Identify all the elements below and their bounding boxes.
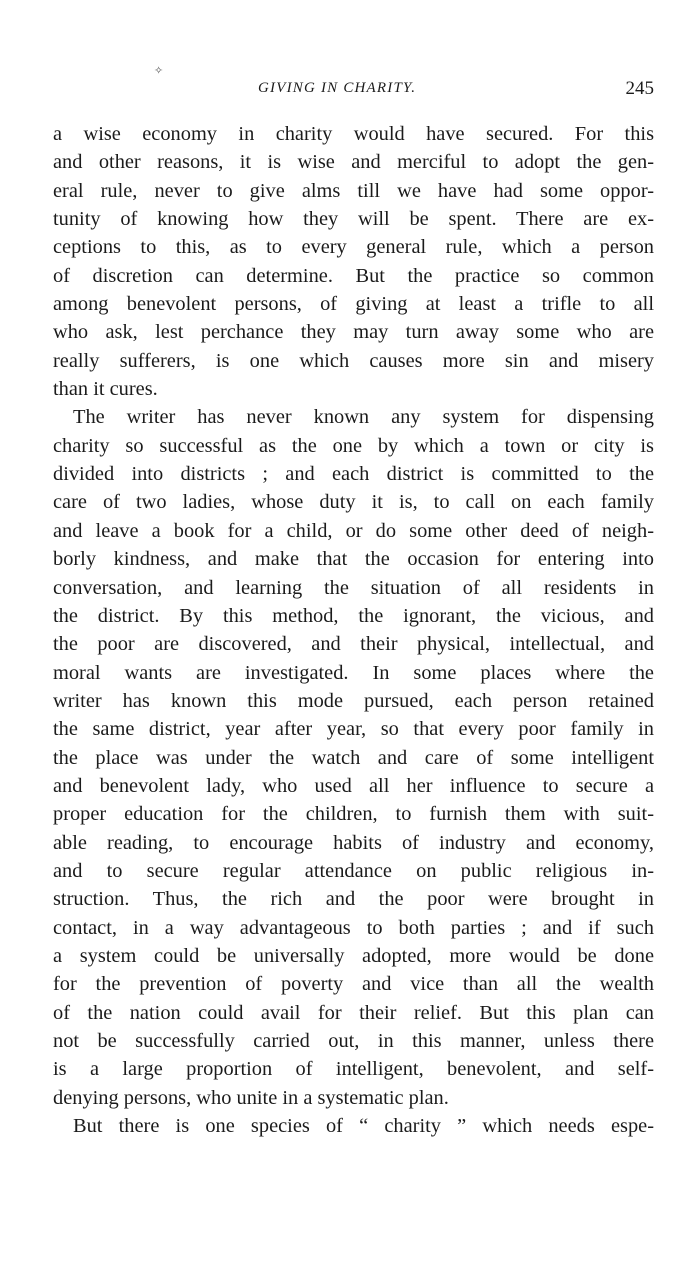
paragraph-end-line: denying persons, who unite in a systematic plan. bbox=[53, 1086, 449, 1109]
text-line: eral rule, never to give alms till we have had some oppor- bbox=[53, 179, 654, 202]
text-line: and to secure regular attendance on public religious in- bbox=[53, 859, 654, 882]
page-number: 245 bbox=[625, 78, 654, 99]
text-line: ceptions to this, as to every general rule, which a person bbox=[53, 236, 654, 259]
text-line: is a large proportion of intelligent, benevolent, and self- bbox=[53, 1058, 654, 1081]
text-line: of discretion can determine. But the practice so common bbox=[53, 264, 654, 287]
text-line: the district. By this method, the ignorant, the vicious, and bbox=[53, 604, 654, 627]
text-line: not be successfully carried out, in this manner, unless there bbox=[53, 1030, 654, 1052]
text-line: among benevolent persons, of giving at least a trifle to all bbox=[53, 293, 654, 316]
text-line: writer has known this mode pursued, each person retained bbox=[53, 689, 654, 712]
text-line: contact, in a way advantageous to both parties ; and if such bbox=[53, 916, 654, 939]
print-speck-mark: ✧ bbox=[154, 65, 164, 77]
text-line: a wise economy in charity would have secured. For this bbox=[53, 123, 654, 145]
text-line: for the prevention of poverty and vice than all the wealth bbox=[53, 973, 654, 996]
paragraph-end-line: than it cures. bbox=[53, 378, 158, 401]
text-line: and other reasons, it is wise and merciful to adopt the gen- bbox=[53, 151, 654, 174]
text-line: who ask, lest perchance they may turn away some who are bbox=[53, 321, 654, 344]
running-header bbox=[0, 78, 700, 102]
text-line: really sufferers, is one which causes more sin and misery bbox=[53, 349, 654, 372]
text-line: and leave a book for a child, or do some other deed of neigh- bbox=[53, 519, 654, 542]
text-line: tunity of knowing how they will be spent. There are ex- bbox=[53, 208, 654, 231]
text-line: moral wants are investigated. In some places where the bbox=[53, 661, 654, 684]
text-line: borly kindness, and make that the occasion for entering into bbox=[53, 548, 654, 571]
text-line: able reading, to encourage habits of industry and economy, bbox=[53, 831, 654, 854]
text-line: and benevolent lady, who used all her influence to secure a bbox=[53, 774, 654, 797]
text-line: charity so successful as the one by which a town or city is bbox=[53, 434, 654, 457]
text-line: struction. Thus, the rich and the poor were brought in bbox=[53, 888, 654, 911]
text-line: of the nation could avail for their relief. But this plan can bbox=[53, 1001, 654, 1024]
text-line: divided into districts ; and each district is committed to the bbox=[53, 463, 654, 486]
text-line: a system could be universally adopted, more would be done bbox=[53, 944, 654, 967]
paragraph-start-line: But there is one species of “ charity ” which needs espe- bbox=[73, 1115, 654, 1138]
text-line: proper education for the children, to furnish them with suit- bbox=[53, 803, 654, 826]
text-line: the same district, year after year, so that every poor family in bbox=[53, 718, 654, 741]
text-line: the place was under the watch and care of some intelligent bbox=[53, 746, 654, 769]
paragraph-start-line: The writer has never known any system for dispensing bbox=[73, 406, 654, 429]
running-title: GIVING IN CHARITY. bbox=[258, 80, 417, 96]
text-line: conversation, and learning the situation of all residents in bbox=[53, 576, 654, 599]
body-text bbox=[53, 120, 654, 1140]
text-line: care of two ladies, whose duty it is, to call on each family bbox=[53, 491, 654, 514]
text-line: the poor are discovered, and their physical, intellectual, and bbox=[53, 633, 654, 656]
